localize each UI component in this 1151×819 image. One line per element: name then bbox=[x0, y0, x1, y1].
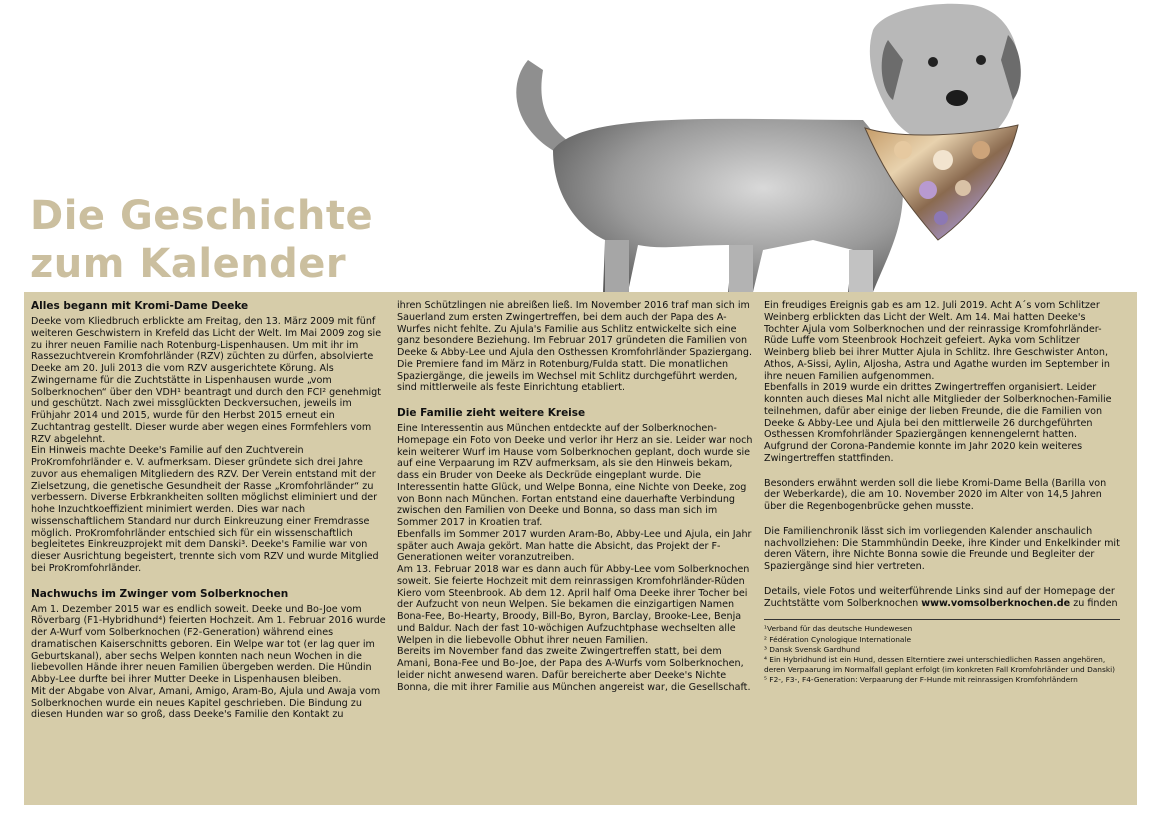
title-line-1: Die Geschichte bbox=[30, 193, 374, 239]
paragraph: Die Familienchronik lässt sich im vorliegenden Kalender anschaulich nachvollziehen: Die Stammhündin Deeke, ihre Kinder und Enkelkinder mit deren Vätern, ihre Nichte Bonna sowie die Freunde und Begleiter der Spaziergänge sind hier vertreten. bbox=[764, 525, 1120, 572]
paragraph: Deeke vom Kliedbruch erblickte am Freitag, den 13. März 2009 mit fünf weiteren Geschwistern in Krefeld das Licht der Welt. Im Mai 2009 zog sie zu ihrer neuen Familie nach Rotenburg-Lispenhausen. Um mit ihr im Rassezuchtverein Kromfohrländer (RZV) züchten zu dürfen, absolvierte Deeke am 20. Juli 2013 die vom RZV ausgerichtete Körung. Als Zwingername für die Zuchtstätte in Lispenhausen wurde „vom Solberknochen“ über den VDH¹ beantragt und durch den FCI² genehmigt und geschützt. Nach zwei missglückten Deckversuchen, jeweils im Frühjahr 2014 und 2015, wurde für den Herbst 2015 erneut ein Zuchtantrag gestellt. Dieser wurde aber wegen eines Formfehlers vom RZV abgelehnt. bbox=[31, 316, 382, 445]
footnote: ² Fédération Cynologique Internationale bbox=[764, 634, 912, 644]
text-column-1 bbox=[31, 300, 386, 800]
paragraph: Ein Hinweis machte Deeke's Familie auf den Zuchtverein ProKromfohrländer e. V. aufmerksam. Dieser gründete sich drei Jahre zuvor aus ehemaligen Mitgliedern des RZV. Der Verein entstand mit der Zielsetzung, die genetische Gesundheit der Rasse „Kromfohrländer“ zu verbessern. Diverse Erbkrankheiten sollten möglichst eliminiert und der hohe Inzuchtkoeffizient minimiert werden. Dies war nach wissenschaftlichem Standard nur durch Einkreuzung einer Fremdrasse möglich. ProKromfohrländer entschied sich für ein wissenschaftlich begleitetes Einkreuzprojekt mit dem Danski³. Deeke's Familie war von dieser Ausrichtung begeistert, trennte sich vom RZV und wurde Mitglied bei ProKromfohrländer. bbox=[31, 445, 379, 574]
paragraph: Eine Interessentin aus München entdeckte auf der Solberknochen-Homepage ein Foto von Deeke und verlor ihr Herz an sie. Leider war noch kein weiterer Wurf im Hause vom Solberknochen geplant, doch wurde sie auf eine Verpaarung im RZV aufmerksam, als sie den Hinweis bekam, dass ein Bruder von Deeke als Deckrüde eingeplant wurde. Die Interessentin hatte Glück, und Welpe Bonna, eine Nichte von Deeke, zog von Bonn nach München. Fortan entstand eine dauerhafte Verbindung zwischen den Familien von Deeke und Bonna, so dass man sich im Sommer 2017 in Kroatien traf. bbox=[397, 423, 753, 528]
text-column-2 bbox=[397, 300, 754, 800]
paragraph: Bereits im November fand das zweite Zwingertreffen statt, bei dem Amani, Bona-Fee und Bo-Joe, der Papa des A-Wurfs vom Solberknochen, leider nicht anwesend waren. Dafür bereicherte aber Deeke's Nichte Bonna, die mit ihrer Familie aus München angereist war, die Gesellschaft. bbox=[397, 646, 751, 693]
dog-photo bbox=[433, 0, 1053, 292]
paragraph: Mit der Abgabe von Alvar, Amani, Amigo, Aram-Bo, Ajula und Awaja vom Solberknochen wurde ein neues Kapitel geschrieben. Die Bindung zu diesen Hunden war so groß, dass Deeke's Familie den Kontakt zu bbox=[31, 685, 381, 721]
paragraph: Besonders erwähnt werden soll die liebe Kromi-Dame Bella (Barilla von der Weberkarde), die am 10. November 2020 im Alter von 14,5 Jahren über die Regenbogenbrücke gehen musste. bbox=[764, 477, 1107, 512]
paragraph: Ein freudiges Ereignis gab es am 12. Juli 2019. Acht A´s vom Schlitzer Weinberg erblickten das Licht der Welt. Am 14. Mai hatten Deeke's Tochter Ajula vom Solberknochen und der reinrassige Kromfohrländer-Rüde Luffe vom Steenbrook Hochzeit gefeiert. Ayka vom Schlitzer Weinberg blieb bei ihrer Mutter Ajula in Schlitz. Ihre Geschwister Anton, Athos, A-Sissi, Aylin, Aljosha, Astra und Agathe wurden im September in ihre neuen Familien aufgenommen. bbox=[764, 300, 1110, 382]
footnote: ³ Dansk Svensk Gardhund bbox=[764, 645, 861, 655]
title-line-2: zum Kalender bbox=[30, 241, 347, 287]
paragraph: Ebenfalls im Sommer 2017 wurden Aram-Bo, Abby-Lee und Ajula, ein Jahr später auch Awaja gekört. Man hatte die Absicht, das Projekt der F-Generationen weiter voranzutreiben. bbox=[397, 528, 752, 564]
footnote: ⁴ Ein Hybridhund ist ein Hund, dessen Elterntiere zwei unterschiedlichen Rassen angehören, deren Verpaarung im Normalfall geplant erfolgt (im konkreten Fall Kromfohrländer und Danski) bbox=[764, 655, 1116, 674]
section-heading-nachwuchs: Nachwuchs im Zwinger vom Solberknochen bbox=[31, 587, 289, 600]
paragraph-homepage: Details, viele Fotos und weiterführende Links sind auf der Homepage der Zuchtstätte vom Solberknochen www.vomsolberknochen.de zu finden bbox=[764, 585, 1118, 609]
footnote: ⁵ F2-, F3-, F4-Generation: Verpaarung der F-Hunde mit reinrassigen Kromfohrländern bbox=[764, 675, 1078, 685]
page-title bbox=[30, 192, 450, 288]
section-heading-familie: Die Familie zieht weitere Kreise bbox=[397, 407, 586, 419]
section-heading-kromi-dame-deeke: Alles begann mit Kromi-Dame Deeke bbox=[31, 300, 249, 312]
homepage-link[interactable]: www.vomsolberknochen.de bbox=[921, 597, 1071, 609]
paragraph: Am 13. Februar 2018 war es dann auch für Abby-Lee vom Solberknochen soweit. Sie feierte Hochzeit mit dem reinrassigen Kromfohrländer-Rüden Kiero vom Steenbrook. Ab dem 12. April half Oma Deeke ihrer Tocher bei der Aufzucht von neun Welpen. Sie bekamen die einzigartigen Namen Bona-Fee, Bo-Hearty, Broody, Bill-Bo, Byron, Barclay, Brooke-Lee, Benja und Baldur. Nach der fast 10-wöchigen Aufzuchtphase wechselten alle Welpen in die liebevolle Obhut ihrer neuen Familien. bbox=[397, 564, 750, 646]
footnotes bbox=[764, 624, 1120, 684]
paragraph: Am 1. Dezember 2015 war es endlich soweit. Deeke und Bo-Joe vom Röverbarg (F1-Hybridhund⁴) feierten Hochzeit. Am 1. Februar 2016 wurde der A-Wurf vom Solberknochen (F2-Generation) während eines dramatischen Kaiserschnitts geboren. Ein Welpe war tot (er lag quer im Geburtskanal), aber sechs Welpen konnten nach neun Wochen in die liebevollen Hände ihrer neuen Familien übergeben werden. Die Hündin Abby-Lee durfte bei ihrer Mutter Deeke in Lispenhausen bleiben. bbox=[31, 603, 386, 685]
text-column-3 bbox=[764, 300, 1120, 800]
footnote-divider bbox=[764, 619, 1120, 620]
paragraph: Ebenfalls in 2019 wurde ein drittes Zwingertreffen organisiert. Leider konnten auch dieses Mal nicht alle Mitglieder der Solberknochen-Familie teilnehmen, dafür aber einige der lieben Freunde, die die Familien von Deeke & Abby-Lee und Ajula bei den mittlerweile 26 durchgeführten Osthessen Kromfohrländer Spaziergängen kennengelernt hatten. Aufgrund der Corona-Pandemie konnte im Jahr 2020 kein weiteres Zwingertreffen stattfinden. bbox=[764, 382, 1112, 464]
footnote: ¹Verband für das deutsche Hundewesen bbox=[764, 624, 913, 634]
paragraph: ihren Schützlingen nie abreißen ließ. Im November 2016 traf man sich im Sauerland zum ersten Zwingertreffen, bei dem auch der Papa des A-Wurfes nicht fehlte. Zu Ajula's Familie aus Schlitz entwickelte sich eine ganz besondere Beziehung. Im Februar 2017 gründeten die Familien von Deeke & Abby-Lee und Ajula den Osthessen Kromfohrländer Spaziergang. Die Premiere fand im März in Rotenburg/Fulda statt. Die monatlichen Spaziergänge, die jeweils im Wechsel mit Schlitz durchgeführt werden, sind mittlerweile als feste Einrichtung etabliert. bbox=[397, 300, 753, 394]
